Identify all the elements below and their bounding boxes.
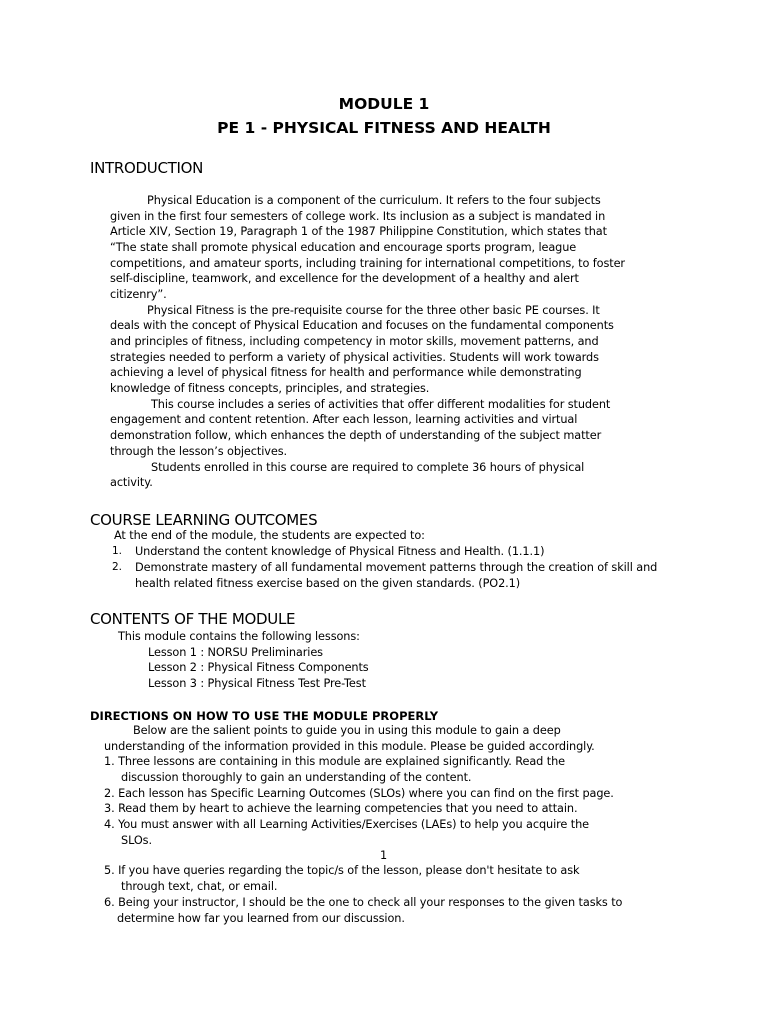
paragraph-line: achieving a level of physical fitness for health and performance while demonstrating	[110, 366, 582, 379]
paragraph-line: demonstration follow, which enhances the depth of understanding of the subject matter	[110, 429, 602, 442]
paragraph-line: engagement and content retention. After each lesson, learning activities and virtual	[110, 413, 578, 426]
paragraph-line: activity.	[110, 476, 153, 489]
list-item: Demonstrate mastery of all fundamental movement patterns through the creation of skill and	[135, 561, 658, 574]
direction-item-continuation: discussion thoroughly to gain an understanding of the content.	[121, 771, 472, 784]
course-title: PE 1 - PHYSICAL FITNESS AND HEALTH	[217, 119, 551, 137]
direction-item-continuation: determine how far you learned from our discussion.	[117, 912, 405, 925]
contents-heading: CONTENTS OF THE MODULE	[90, 610, 296, 628]
paragraph-line: Physical Fitness is the pre-requisite course for the three other basic PE courses. It	[147, 304, 600, 317]
paragraph-line: deals with the concept of Physical Education and focuses on the fundamental components	[110, 319, 614, 332]
list-item: Understand the content knowledge of Physical Fitness and Health. (1.1.1)	[135, 545, 545, 558]
paragraph-line: This course includes a series of activities that offer different modalities for student	[151, 398, 611, 411]
direction-item: 4. You must answer with all Learning Activities/Exercises (LAEs) to help you acquire the	[104, 818, 589, 831]
paragraph-line: strategies needed to perform a variety of physical activities. Students will work towards	[110, 351, 599, 364]
paragraph-line: and principles of fitness, including competency in motor skills, movement patterns, and	[110, 335, 599, 348]
paragraph-line: Students enrolled in this course are required to complete 36 hours of physical	[151, 461, 585, 474]
directions-intro: Below are the salient points to guide you in using this module to gain a deep	[133, 724, 561, 737]
direction-item-continuation: through text, chat, or email.	[121, 880, 278, 893]
contents-intro: This module contains the following lessons:	[118, 630, 360, 643]
paragraph-line: citizenry”.	[110, 288, 167, 301]
directions-heading: DIRECTIONS ON HOW TO USE THE MODULE PROPERLY	[90, 709, 439, 723]
lesson-item: Lesson 1 : NORSU Preliminaries	[148, 646, 323, 659]
direction-item: 6. Being your instructor, I should be the one to check all your responses to the given tasks to	[104, 896, 623, 909]
direction-item-continuation: SLOs.	[121, 834, 152, 847]
paragraph-line: competitions, and amateur sports, including training for international competitions, to foster	[110, 257, 625, 270]
paragraph-line: knowledge of fitness concepts, principles, and strategies.	[110, 382, 430, 395]
directions-intro: understanding of the information provided in this module. Please be guided accordingly.	[104, 740, 595, 753]
introduction-heading: INTRODUCTION	[90, 159, 204, 177]
lesson-item: Lesson 3 : Physical Fitness Test Pre-Test	[148, 677, 366, 690]
direction-item: 1. Three lessons are containing in this module are explained significantly. Read the	[104, 755, 565, 768]
page-number: 1	[380, 849, 388, 862]
direction-item: 3. Read them by heart to achieve the learning competencies that you need to attain.	[104, 802, 578, 815]
list-item-number: 2.	[112, 561, 123, 573]
paragraph-line: “The state shall promote physical education and encourage sports program, league	[110, 241, 577, 254]
paragraph-line: through the lesson’s objectives.	[110, 445, 287, 458]
list-item-continuation: health related fitness exercise based on the given standards. (PO2.1)	[135, 577, 521, 590]
paragraph-line: given in the first four semesters of college work. Its inclusion as a subject is mandated in	[110, 210, 606, 223]
outcomes-heading: COURSE LEARNING OUTCOMES	[90, 511, 318, 529]
module-title: MODULE 1	[338, 95, 430, 113]
outcomes-intro: At the end of the module, the students are expected to:	[114, 529, 425, 542]
paragraph-line: self-discipline, teamwork, and excellence for the development of a healthy and alert	[110, 272, 579, 285]
list-item-number: 1.	[112, 545, 123, 557]
paragraph-line: Article XIV, Section 19, Paragraph 1 of the 1987 Philippine Constitution, which states that	[110, 225, 607, 238]
lesson-item: Lesson 2 : Physical Fitness Components	[148, 661, 369, 674]
paragraph-line: Physical Education is a component of the curriculum. It refers to the four subjects	[147, 194, 601, 207]
direction-item: 2. Each lesson has Specific Learning Outcomes (SLOs) where you can find on the first page.	[104, 787, 614, 800]
direction-item: 5. If you have queries regarding the topic/s of the lesson, please don't hesitate to ask	[104, 864, 580, 877]
